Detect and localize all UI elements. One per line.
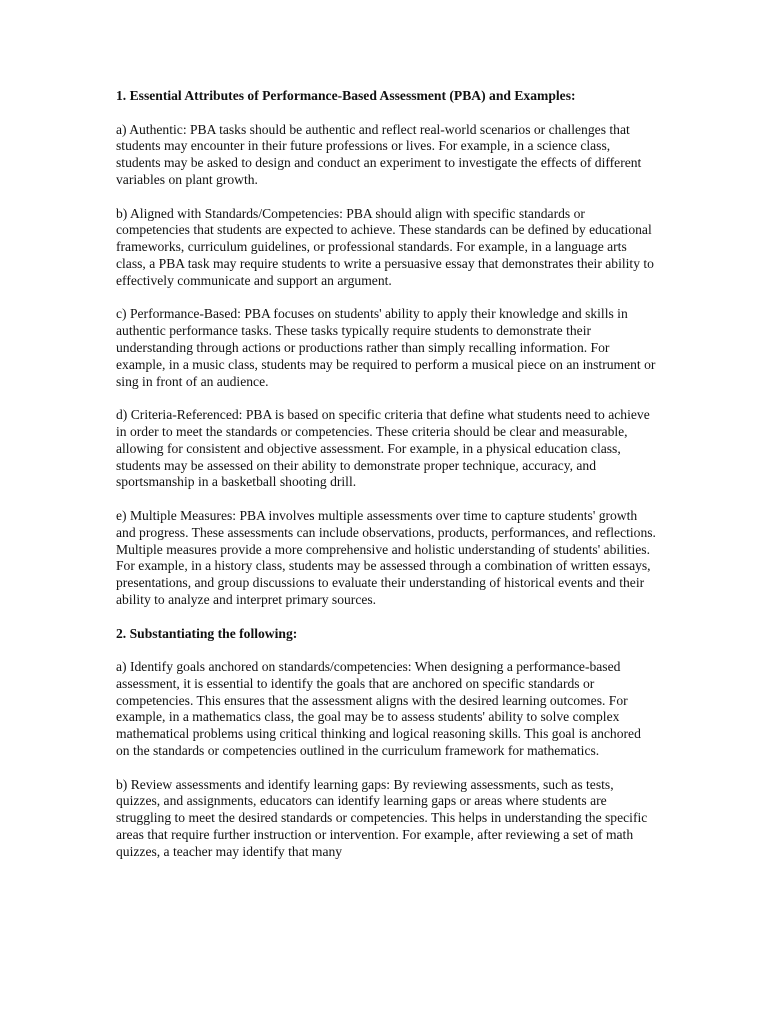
section-2-paragraph-b: b) Review assessments and identify learning gaps: By reviewing assessments, such as tests, quizzes, and assignments, educators can identify learning gaps or areas where students are struggling to meet the desired standards or competencies. This helps in understanding the specific areas that require further instruction or intervention. For example, after reviewing a set of math quizzes, a teacher may identify that many (116, 776, 648, 859)
section-2-paragraph-a: a) Identify goals anchored on standards/competencies: When designing a performance-based assessment, it is essential to identify the goals that are anchored on specific standards or competencies. This ensures that the assessment aligns with the desired learning outcomes. For example, in a mathematics class, the goal may be to assess students' ability to solve complex mathematical problems using critical thinking and logical reasoning skills. This goal is anchored on the standards or competencies outlined in the curriculum framework for mathematics. (116, 659, 641, 759)
section-1-paragraph-a: a) Authentic: PBA tasks should be authentic and reflect real-world scenarios or challenges that students may encounter in their future professions or lives. For example, in a science class, students may be asked to design and conduct an experiment to investigate the effects of different variables on plant growth. (116, 121, 642, 187)
section-1-paragraph-c: c) Performance-Based: PBA focuses on students' ability to apply their knowledge and skills in authentic performance tasks. These tasks typically require students to demonstrate their understanding through actions or productions rather than simply recalling information. For example, in a music class, students may be required to perform a musical piece on an instrument or sing in front of an audience. (116, 306, 656, 389)
section-1-paragraph-b: b) Aligned with Standards/Competencies: PBA should align with specific standards or competencies that students are expected to achieve. These standards can be defined by educational frameworks, curriculum guidelines, or professional standards. For example, in a language arts class, a PBA task may require students to write a persuasive essay that demonstrates their ability to effectively communicate and support an argument. (116, 205, 654, 288)
section-2-heading: 2. Substantiating the following: (116, 625, 298, 641)
section-1-paragraph-e: e) Multiple Measures: PBA involves multiple assessments over time to capture students' growth and progress. These assessments can include observations, products, performances, and reflections. Multiple measures provide a more comprehensive and holistic understanding of students' abilities. For example, in a history class, students may be assessed through a combination of written essays, presentations, and group discussions to evaluate their understanding of historical events and their ability to analyze and interpret primary sources. (116, 507, 656, 607)
document-page (116, 88, 656, 861)
section-1-paragraph-d: d) Criteria-Referenced: PBA is based on specific criteria that define what students need to achieve in order to meet the standards or competencies. These criteria should be clear and measurable, allowing for consistent and objective assessment. For example, in a physical education class, students may be assessed on their ability to demonstrate proper technique, accuracy, and sportsmanship in a basketball shooting drill. (116, 407, 650, 490)
section-1-heading: 1. Essential Attributes of Performance-Based Assessment (PBA) and Examples: (116, 88, 576, 103)
